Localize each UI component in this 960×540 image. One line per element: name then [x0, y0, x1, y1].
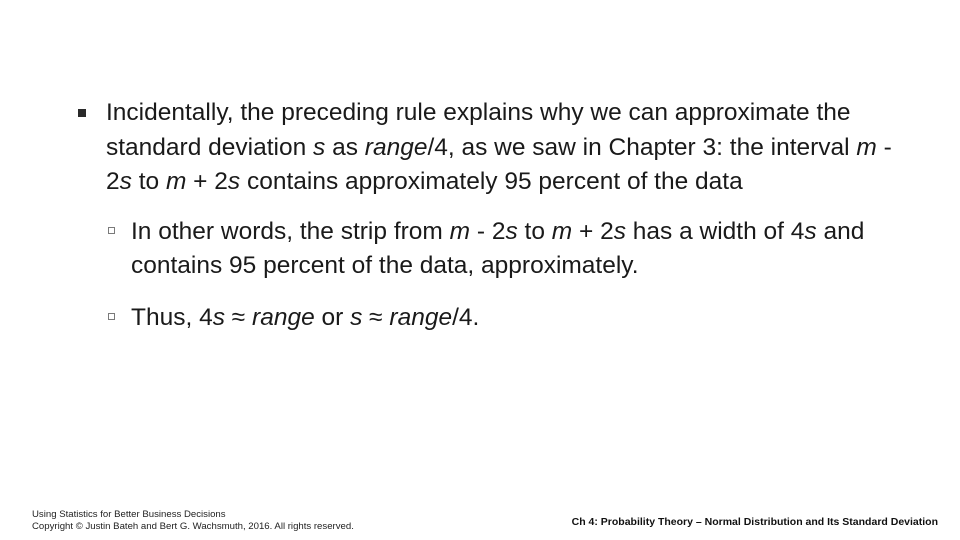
footer-copyright: Copyright © Justin Bateh and Bert G. Wachsmuth, 2016. All rights reserved. [32, 521, 354, 532]
main-bullet [78, 96, 898, 200]
footer-chapter-title: Ch 4: Probability Theory – Normal Distribution and Its Standard Deviation [571, 516, 938, 528]
sub-bullet-strip-width [106, 215, 898, 284]
sub-bullet-thus [106, 301, 898, 336]
main-bullet-text: Incidentally, the preceding rule explains why we can approximate the standard deviation s as range/4, as we saw in Chapter 3: the interval m - 2s to m + 2s contains approximately 95 percent of the data [106, 99, 892, 195]
sub-bullet-text: In other words, the strip from m - 2s to m + 2s has a width of 4s and contains 95 percent of the data, approximately. [131, 217, 865, 279]
sub-bullet-text: Thus, 4s ≈ range or s ≈ range/4. [131, 303, 480, 331]
hollow-square-bullet-icon [108, 227, 115, 234]
bullet-list [78, 96, 898, 335]
footer-book-title: Using Statistics for Better Business Decisions [32, 509, 226, 520]
hollow-square-bullet-icon [108, 313, 115, 320]
square-bullet-icon [78, 109, 86, 117]
footer-copyright-block [32, 509, 354, 533]
